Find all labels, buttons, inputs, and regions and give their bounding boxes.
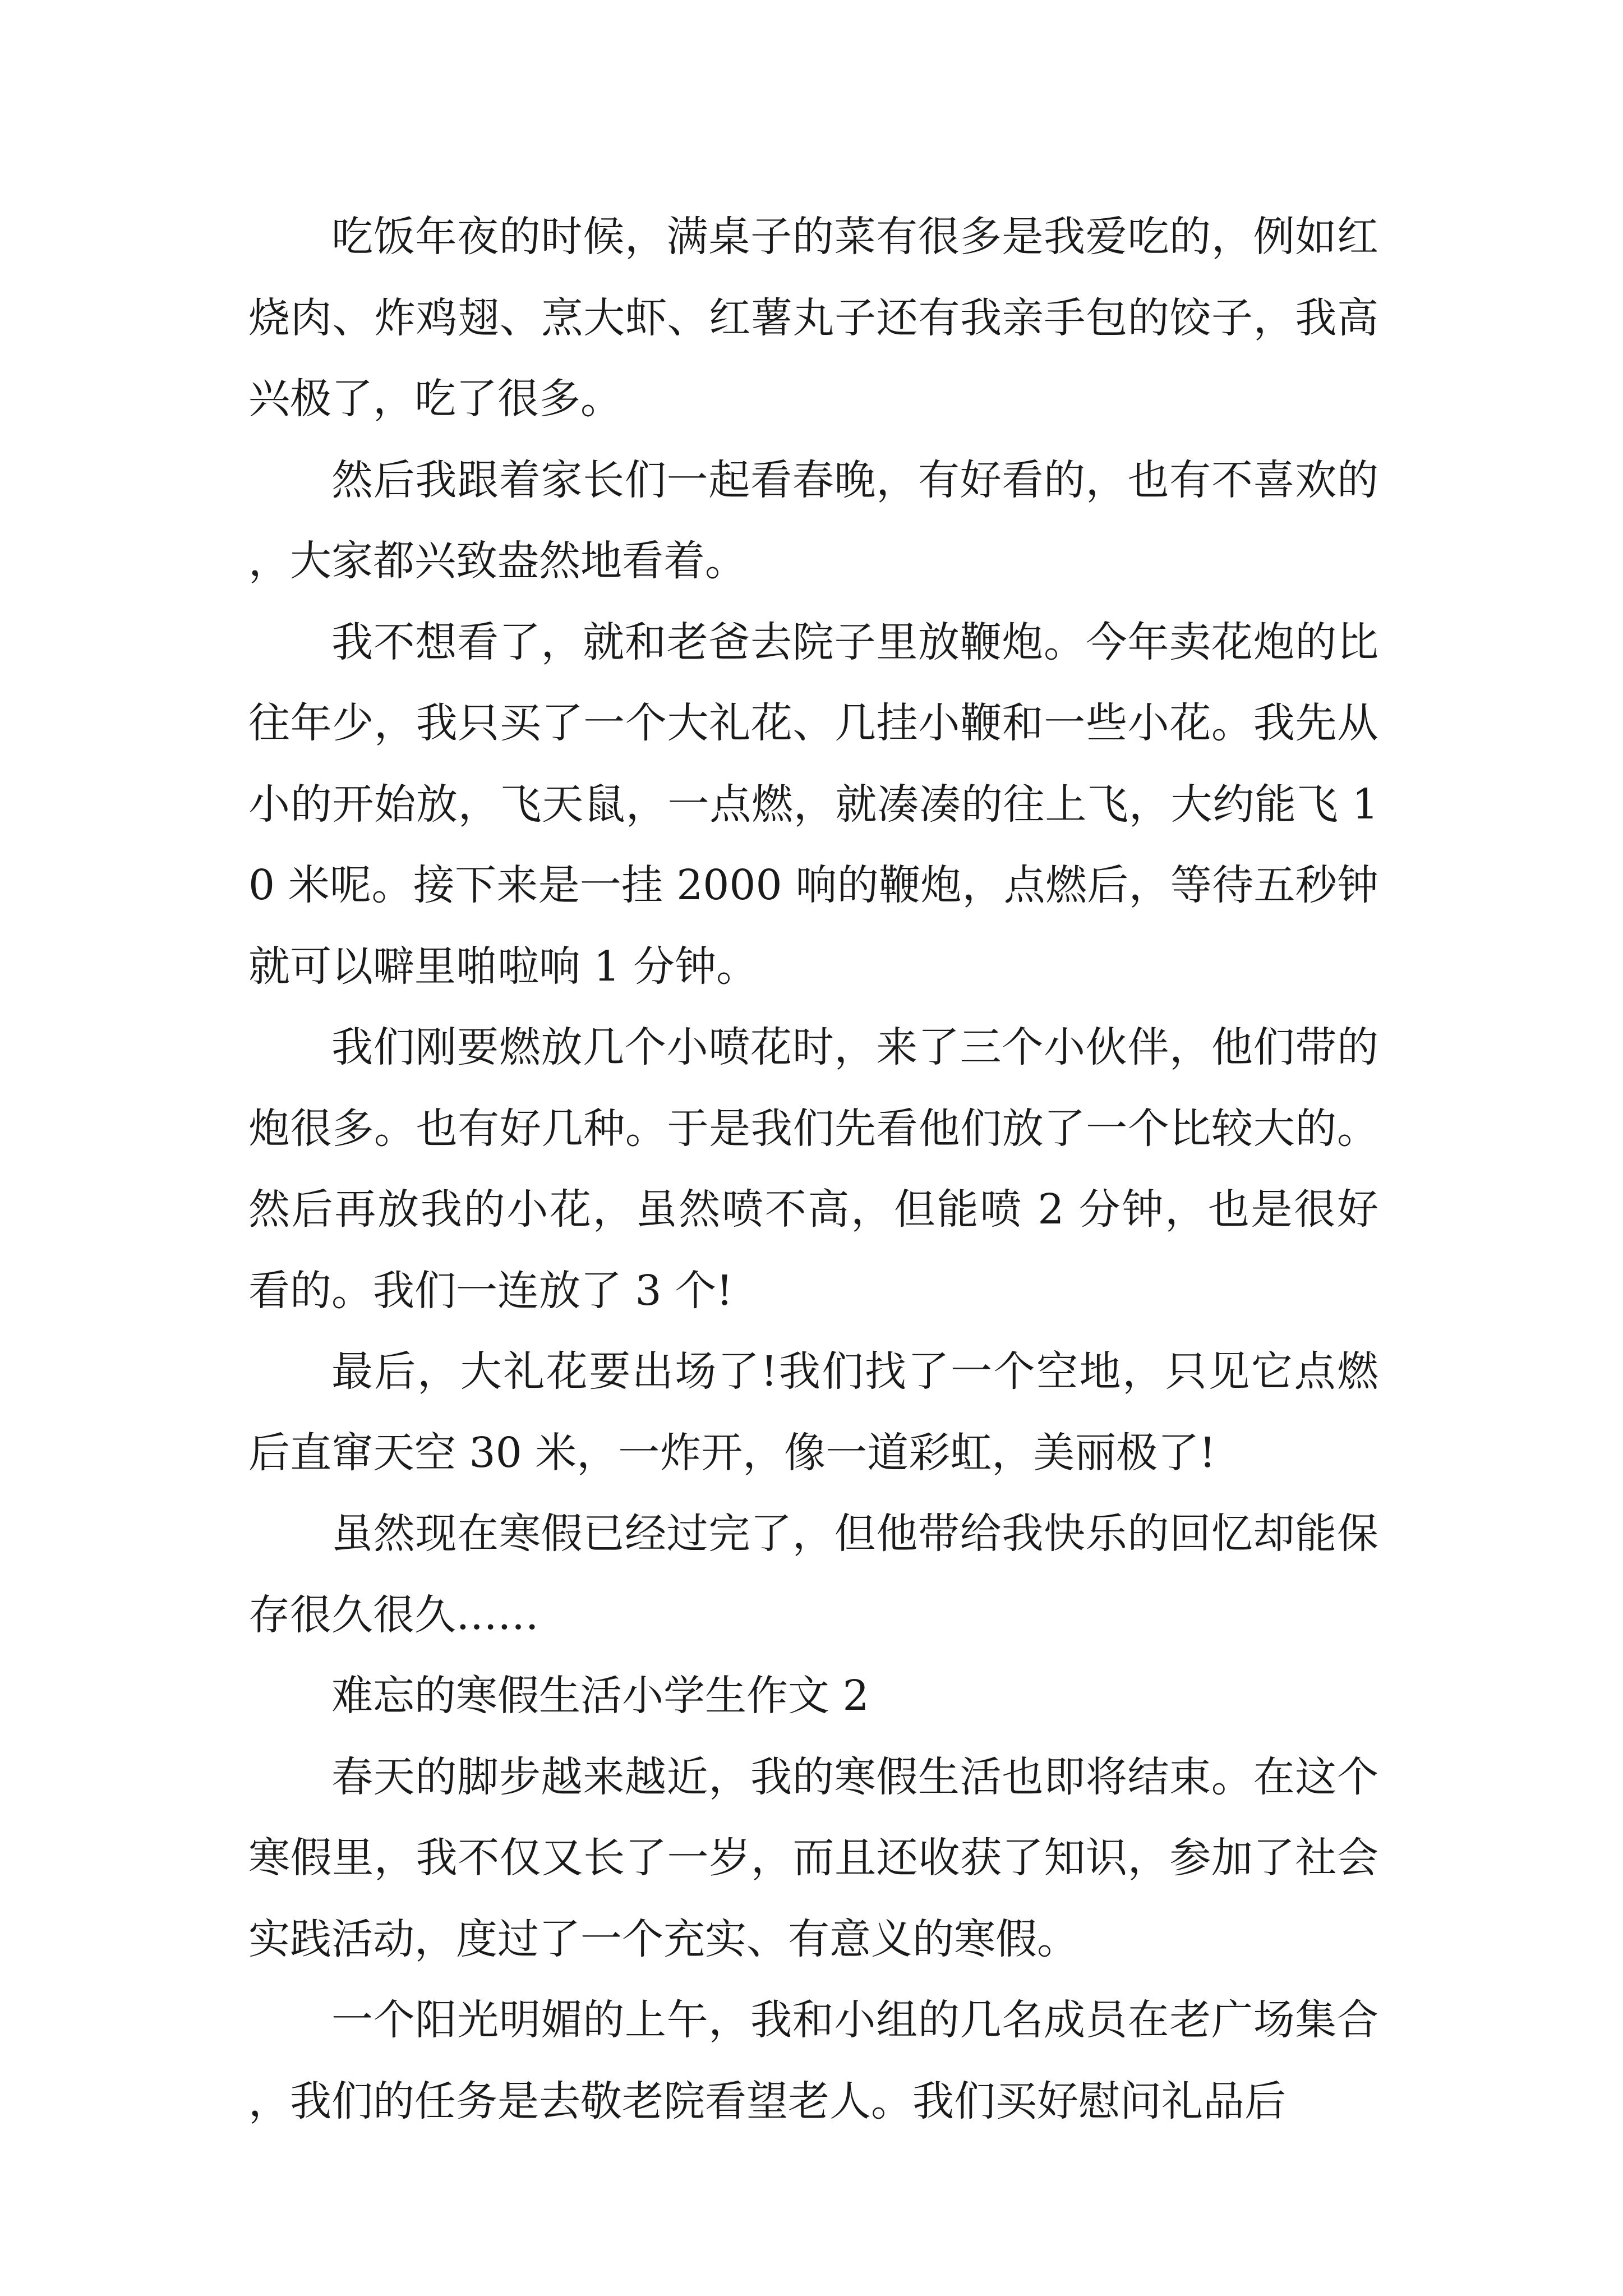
paragraph-spring-approaching: 春天的脚步越来越近，我的寒假生活也即将结束。在这个寒假里，我不仅又长了一岁，而且还收获了知识，参加了社会实践活动，度过了一个充实、有意义的寒假。: [248, 1752, 1378, 1963]
paragraph-new-year-dinner: 吃饭年夜的时候，满桌子的菜有很多是我爱吃的，例如红烧肉、炸鸡翅、烹大虾、红薯丸子还有我亲手包的饺子，我高兴极了，吃了很多。: [248, 213, 1378, 423]
paragraph-spring-gala: 然后我跟着家长们一起看春晚，有好看的，也有不喜欢的，大家都兴致盎然地看着。: [248, 455, 1378, 585]
paragraph-big-firework: 最后，大礼花要出场了!我们找了一个空地，只见它点燃后直窜天空 30 米，一炸开，像一道彩虹，美丽极了!: [248, 1347, 1378, 1477]
paragraph-firecrackers: 我不想看了，就和老爸去院子里放鞭炮。今年卖花炮的比往年少，我只买了一个大礼花、几挂小鞭和一些小花。我先从小的开始放，飞天鼠，一点燃，就凑凑的往上飞，大约能飞 10 米呢。接下来是一挂 2000 响的鞭炮，点燃后，等待五秒钟就可以噼里啪啦响 1 分钟。: [248, 618, 1378, 991]
essay-body: [248, 196, 1378, 2142]
paragraph-memories: 虽然现在寒假已经过完了，但他带给我快乐的回忆却能保存很久很久……: [248, 1510, 1378, 1639]
paragraph-nursing-home-visit: 一个阳光明媚的上午，我和小组的几名成员在老广场集合，我们的任务是去敬老院看望老人。我们买好慰问礼品后: [248, 1996, 1378, 2125]
paragraph-friends-fireworks: 我们刚要燃放几个小喷花时，来了三个小伙伴，他们带的炮很多。也有好几种。于是我们先看他们放了一个比较大的。然后再放我的小花，虽然喷不高，但能喷 2 分钟，也是很好看的。我们一连放了 3 个!: [248, 1023, 1378, 1315]
essay-heading-2: 难忘的寒假生活小学生作文 2: [331, 1672, 869, 1720]
